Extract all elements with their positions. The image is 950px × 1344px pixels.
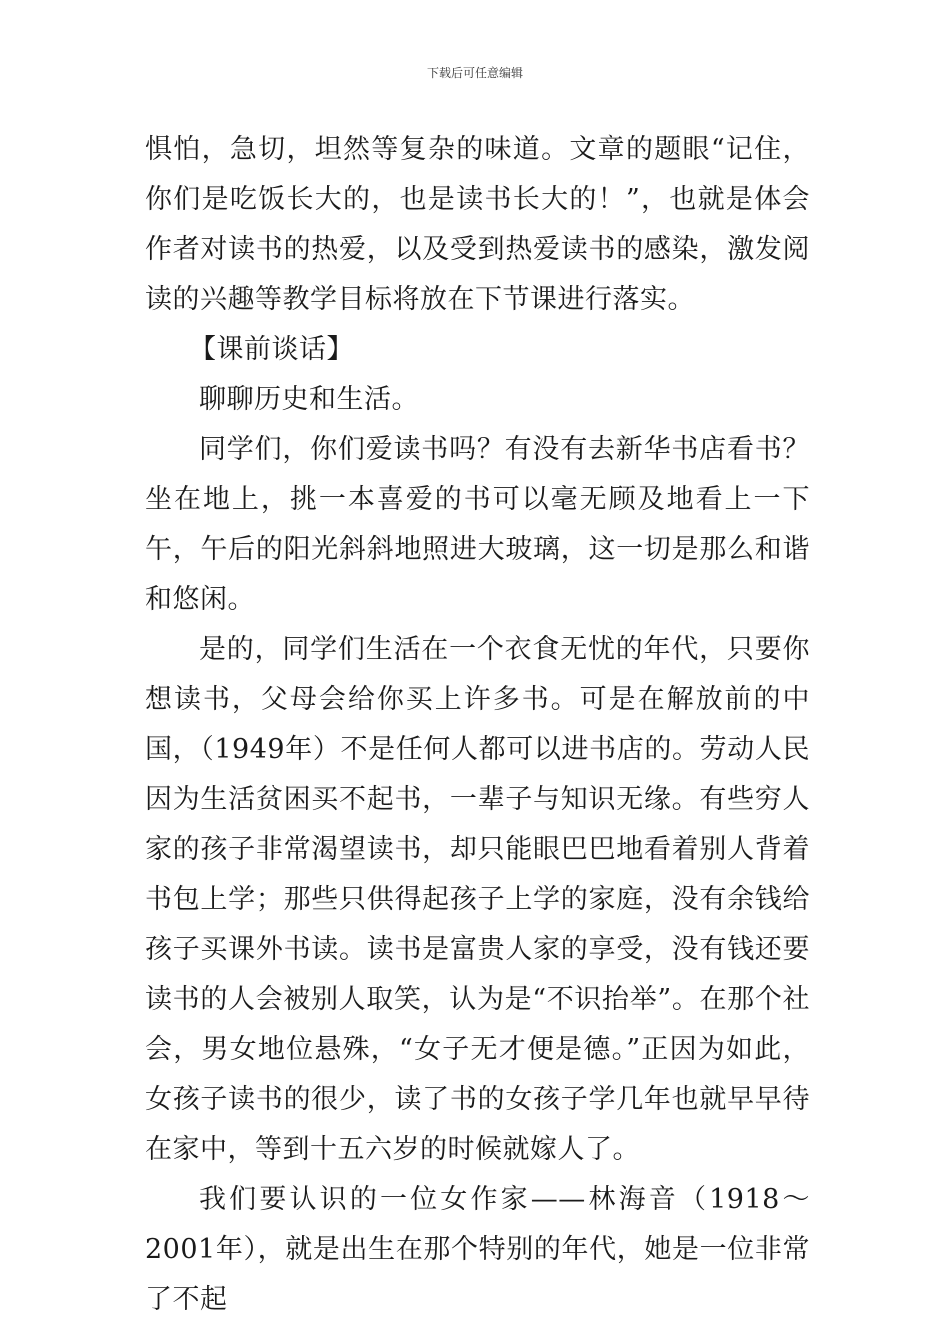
paragraph: 我们要认识的一位女作家——林海音（1918～2001年），就是出生在那个特别的年代，她是一位非常了不起 bbox=[145, 1184, 810, 1315]
paragraph: 聊聊历史和生活。 bbox=[199, 384, 419, 415]
document-body bbox=[145, 125, 810, 1325]
section-heading: 【课前谈话】 bbox=[189, 334, 354, 365]
paragraph-continuation: 惧怕，急切，坦然等复杂的味道。文章的题眼“记住，你们是吃饭长大的，也是读书长大的！”，也就是体会作者对读书的热爱，以及受到热爱读书的感染，激发阅读的兴趣等教学目标将放在下节课进行落实。 bbox=[145, 134, 810, 315]
paragraph: 是的，同学们生活在一个衣食无忧的年代，只要你想读书，父母会给你买上许多书。可是在解放前的中国，（1949年）不是任何人都可以进书店的。劳动人民因为生活贫困买不起书，一辈子与知识无缘。有些穷人家的孩子非常渴望读书，却只能眼巴巴地看着别人背着书包上学；那些只供得起孩子上学的家庭，没有余钱给孩子买课外书读。读书是富贵人家的享受，没有钱还要读书的人会被别人取笑，认为是“不识抬举”。在那个社会，男女地位悬殊，“女子无才便是德。”正因为如此，女孩子读书的很少，读了书的女孩子学几年也就早早待在家中，等到十五六岁的时候就嫁人了。 bbox=[145, 634, 810, 1165]
paragraph: 同学们，你们爱读书吗？有没有去新华书店看书？坐在地上，挑一本喜爱的书可以毫无顾及地看上一下午，午后的阳光斜斜地照进大玻璃，这一切是那么和谐和悠闲。 bbox=[145, 434, 810, 615]
page-header: 下载后可任意编辑 bbox=[426, 66, 523, 80]
